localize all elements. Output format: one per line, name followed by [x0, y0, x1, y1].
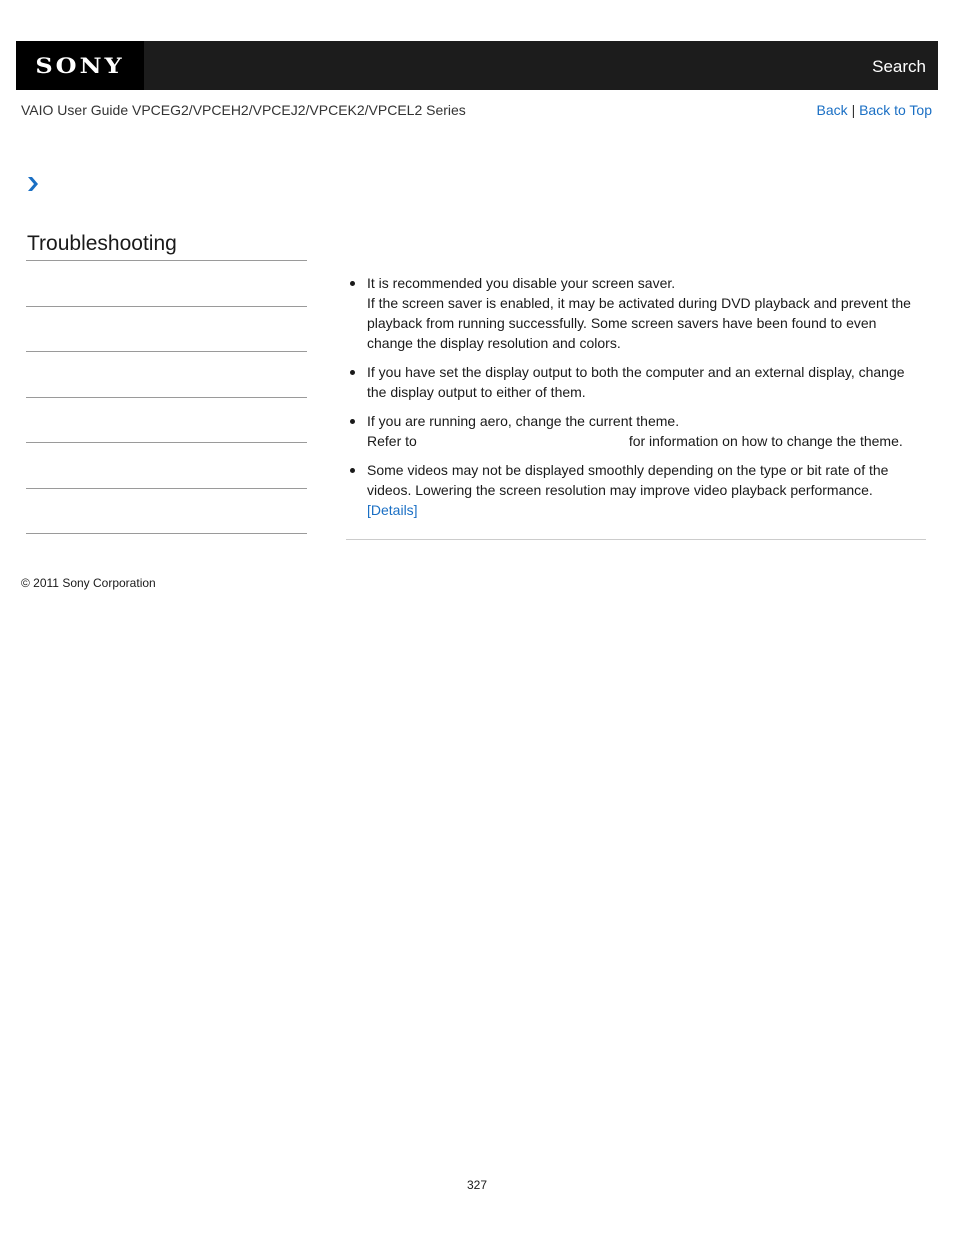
- nav-separator: |: [851, 102, 856, 118]
- sony-logo[interactable]: [16, 41, 144, 90]
- refer-suffix: for information on how to change the theme.: [628, 433, 903, 449]
- sidebar-divider: [26, 533, 307, 534]
- bullet-icon: [350, 419, 355, 424]
- item-text: If the screen saver is enabled, it may be activated during DVD playback and prevent the playback from running successfully. Some screen savers have been found to even change the display resolution and colors.: [367, 295, 911, 351]
- chevron-right-icon[interactable]: [26, 176, 40, 192]
- refer-prefix: Refer to: [367, 433, 417, 449]
- list-item: [346, 460, 926, 520]
- logo-text: SONY: [35, 52, 125, 79]
- item-text: Some videos may not be displayed smoothly depending on the type or bit rate of the videos. Lowering the screen resolution may improve video playback performance.: [367, 462, 889, 498]
- bullet-icon: [350, 370, 355, 375]
- sidebar-item[interactable]: [26, 351, 307, 397]
- list-item: [346, 273, 926, 353]
- list-item: [346, 411, 926, 451]
- back-to-top-link[interactable]: Back to Top: [859, 102, 932, 118]
- sidebar-item[interactable]: [26, 442, 307, 488]
- item-text: If you have set the display output to both the computer and an external display, change the display output to either of them.: [367, 364, 905, 400]
- back-link[interactable]: Back: [816, 102, 848, 118]
- sidebar-item[interactable]: [26, 260, 307, 306]
- details-link[interactable]: [Details]: [367, 502, 418, 518]
- guide-title: VAIO User Guide VPCEG2/VPCEH2/VPCEJ2/VPCEK2/VPCEL2 Series: [21, 102, 466, 118]
- bullet-icon: [350, 281, 355, 286]
- header-bar: [16, 41, 938, 90]
- tips-list: [346, 273, 926, 520]
- search-link[interactable]: Search: [872, 57, 926, 76]
- main-content: [346, 273, 926, 529]
- content-divider: [346, 539, 926, 540]
- item-text: It is recommended you disable your screen saver.: [367, 275, 676, 291]
- section-title: Troubleshooting: [27, 232, 177, 255]
- sidebar-item[interactable]: [26, 397, 307, 443]
- list-item: [346, 362, 926, 402]
- top-nav-links: [817, 102, 932, 118]
- copyright: © 2011 Sony Corporation: [21, 576, 156, 590]
- bullet-icon: [350, 468, 355, 473]
- page-number: 327: [466, 1178, 488, 1192]
- sidebar-item[interactable]: [26, 306, 307, 352]
- sidebar-item[interactable]: [26, 488, 307, 534]
- item-text: If you are running aero, change the current theme.: [367, 413, 680, 429]
- sidebar-link-list: [26, 260, 307, 534]
- item-text-reference: [367, 431, 926, 451]
